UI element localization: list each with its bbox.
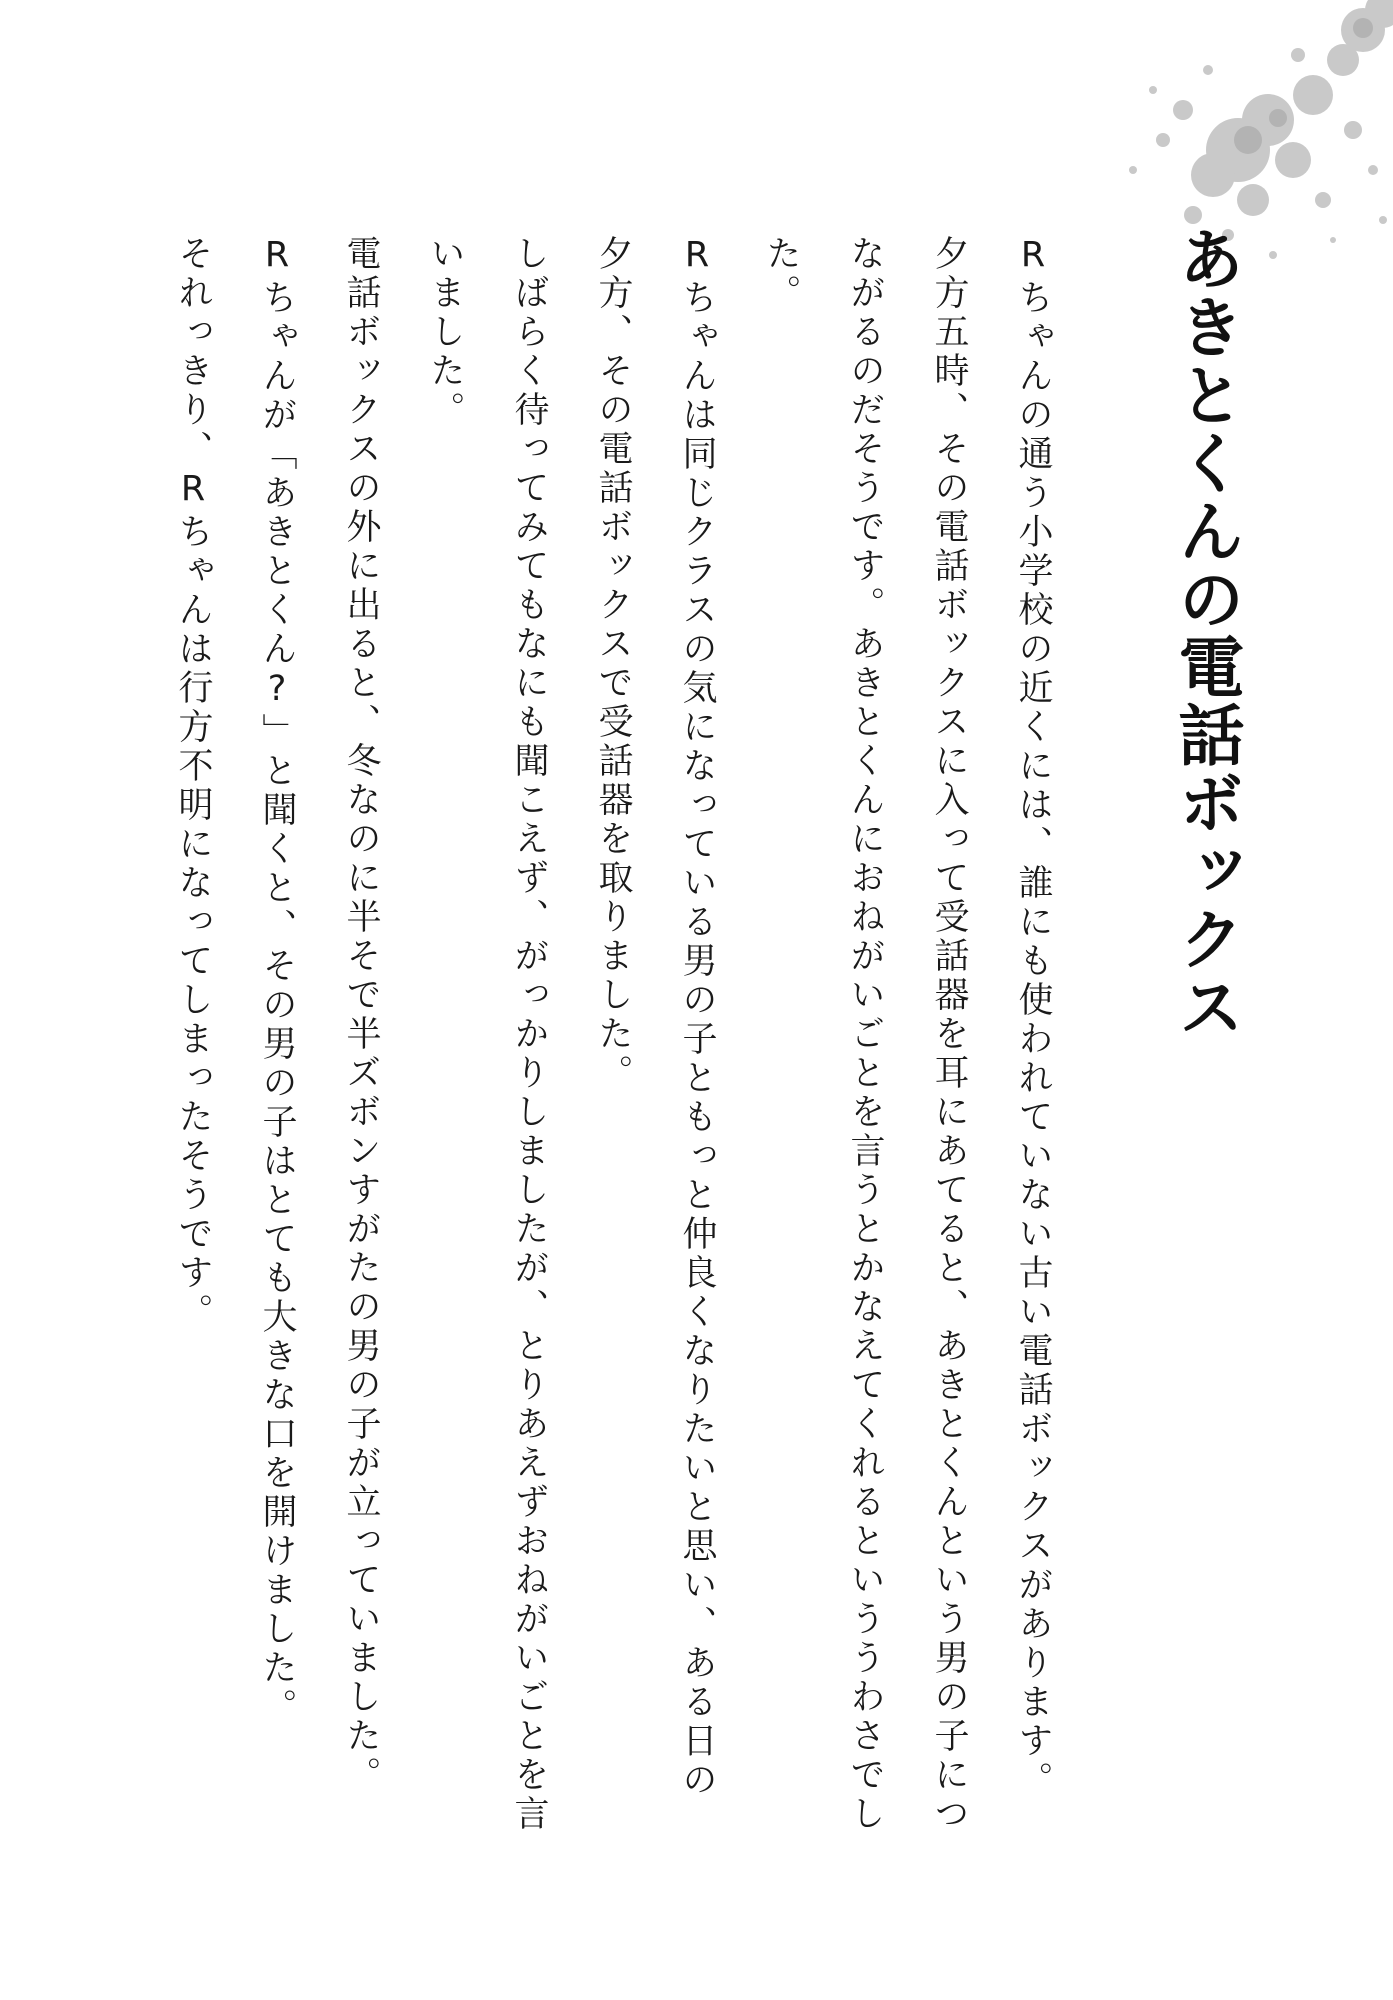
story-body — [151, 235, 1075, 1835]
paragraph-3: Rちゃんは同じクラスの気になっている男の子ともっと仲良くなりたいと思い、ある日の夕方、その電話ボックスで受話器を取りました。 — [593, 235, 717, 1800]
paragraph-5: 電話ボックスの外に出ると、冬なのに半そで半ズボンすがたの男の子が立っていました。 — [341, 235, 381, 1795]
paragraph-4: しばらく待ってみてもなにも聞こえず、がっかりしましたが、とりあえずおねがいごとを言いました。 — [425, 235, 549, 1834]
paragraph-1: Rちゃんの通う小学校の近くには、誰にも使われていない古い電話ボックスがあります。 — [1013, 235, 1053, 1800]
story-title: あきとくんの電話ボックス — [1167, 225, 1244, 1041]
paragraph-2: 夕方五時、その電話ボックスに入って受話器を耳にあてると、あきとくんという男の子につながるのだそうです。あきとくんにおねがいごとを言うとかなえてくれるといううわさでした。 — [761, 235, 969, 1834]
paragraph-6: Rちゃんが「あきとくん?」と聞くと、その男の子はとても大きな口を開けました。 — [257, 235, 297, 1727]
paragraph-7: それっきり、Rちゃんは行方不明になってしまったそうです。 — [173, 235, 213, 1332]
